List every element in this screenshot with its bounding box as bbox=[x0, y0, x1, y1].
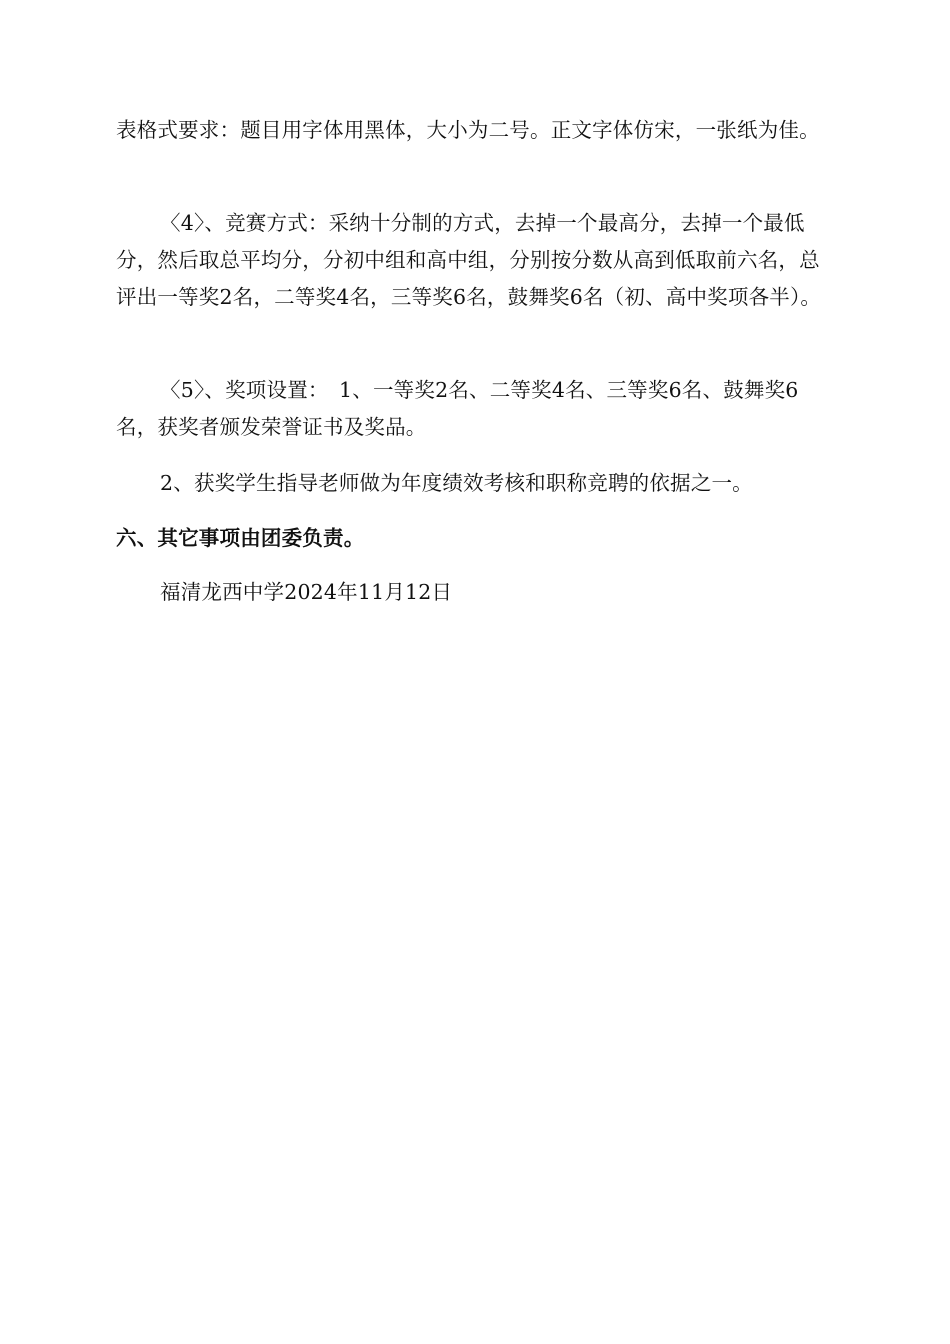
section-heading-other-matters: 六、其它事项由团委负责。 bbox=[116, 526, 365, 550]
signature-date: 福清龙西中学2024年11月12日 bbox=[160, 580, 453, 604]
paragraph-format-requirements: 表格式要求：题目用字体用黑体，大小为二号。正文字体仿宋，一张纸为佳。 bbox=[116, 118, 820, 142]
paragraph-award-settings: 〈5〉、奖项设置： 1、一等奖2名、二等奖4名、三等奖6名、鼓舞奖6名，获奖者颁发荣誉证书及奖品。 bbox=[116, 378, 799, 439]
paragraph-teacher-assessment: 2、获奖学生指导老师做为年度绩效考核和职称竞聘的依据之一。 bbox=[160, 471, 753, 495]
paragraph-competition-method: 〈4〉、竞赛方式：采纳十分制的方式，去掉一个最高分，去掉一个最低分，然后取总平均分，分初中组和高中组，分别按分数从高到低取前六名，总评出一等奖2名，二等奖4名，三等奖6名，鼓舞奖6名（初、高中奖项各半）。 bbox=[116, 211, 822, 309]
